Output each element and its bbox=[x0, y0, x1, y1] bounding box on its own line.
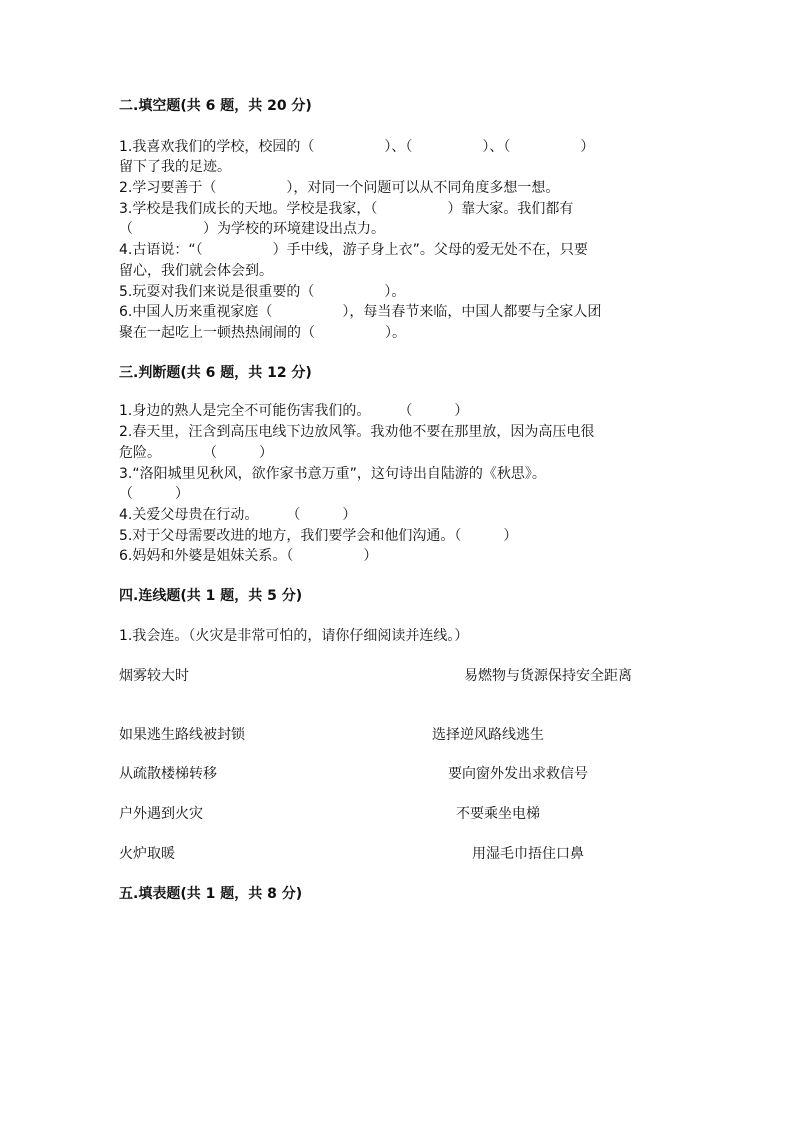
judge-line-1: 1.身边的熟人是完全不可能伤害我们的。 （ ） bbox=[119, 403, 469, 419]
fill-blank-line-3: 2.学习要善于（ ），对同一个问题可以从不同角度多想一想。 bbox=[119, 180, 560, 196]
judge-line-6: 4.关爱父母贵在行动。 （ ） bbox=[119, 507, 357, 523]
fill-blank-line-6: 4.古语说：“（ ）手中线，游子身上衣”。父母的爱无处不在，只要 bbox=[119, 242, 588, 258]
fill-blank-line-2: 留下了我的足迹。 bbox=[119, 159, 231, 175]
matching-left-item[interactable]: 从疏散楼梯转移 bbox=[119, 766, 217, 782]
matching-right-item[interactable]: 不要乘坐电梯 bbox=[456, 806, 540, 822]
judge-line-5: （ ） bbox=[119, 486, 189, 502]
section-heading-judge: 三.判断题(共 6 题，共 12 分) bbox=[119, 365, 312, 381]
judge-line-2: 2.春天里，汪含到高压电线下边放风筝。我劝他不要在那里放，因为高压电很 bbox=[119, 424, 595, 440]
section-heading-matching: 四.连线题(共 1 题，共 5 分) bbox=[119, 588, 303, 604]
judge-line-8: 6.妈妈和外婆是姐妹关系。（ ） bbox=[119, 548, 378, 564]
matching-left-item[interactable]: 火炉取暖 bbox=[119, 846, 175, 862]
matching-question: 1.我会连。（火灾是非常可怕的，请你仔细阅读并连线。） bbox=[119, 628, 469, 644]
fill-blank-line-7: 留心，我们就会体会到。 bbox=[119, 263, 273, 279]
matching-right-item[interactable]: 要向窗外发出求救信号 bbox=[448, 766, 588, 782]
matching-left-item[interactable]: 如果逃生路线被封锁 bbox=[119, 727, 245, 743]
matching-right-item[interactable]: 用湿毛巾捂住口鼻 bbox=[472, 846, 584, 862]
judge-line-7: 5.对于父母需要改进的地方，我们要学会和他们沟通。（ ） bbox=[119, 528, 518, 544]
section-heading-table: 五.填表题(共 1 题，共 8 分) bbox=[119, 886, 303, 902]
fill-blank-line-9: 6.中国人历来重视家庭（ ），每当春节来临，中国人都要与全家人团 bbox=[119, 304, 602, 320]
fill-blank-line-1: 1.我喜欢我们的学校，校园的（ ）、（ ）、（ ） bbox=[119, 139, 595, 155]
fill-blank-line-5: （ ）为学校的环境建设出点力。 bbox=[119, 221, 385, 237]
fill-blank-line-8: 5.玩耍对我们来说是很重要的（ ）。 bbox=[119, 284, 406, 300]
matching-right-item[interactable]: 易燃物与货源保持安全距离 bbox=[464, 668, 632, 684]
judge-line-4: 3.“洛阳城里见秋风，欲作家书意万重”，这句诗出自陆游的《秋思》。 bbox=[119, 466, 546, 482]
matching-right-item[interactable]: 选择逆风路线逃生 bbox=[432, 727, 544, 743]
section-heading-fill-blank: 二.填空题(共 6 题，共 20 分) bbox=[119, 98, 312, 114]
fill-blank-line-10: 聚在一起吃上一顿热热闹闹的（ ）。 bbox=[119, 325, 406, 341]
matching-left-item[interactable]: 烟雾较大时 bbox=[119, 668, 189, 684]
matching-left-item[interactable]: 户外遇到火灾 bbox=[119, 806, 203, 822]
judge-line-3: 危险。 （ ） bbox=[119, 445, 273, 461]
fill-blank-line-4: 3.学校是我们成长的天地。学校是我家，（ ）靠大家。我们都有 bbox=[119, 201, 574, 217]
